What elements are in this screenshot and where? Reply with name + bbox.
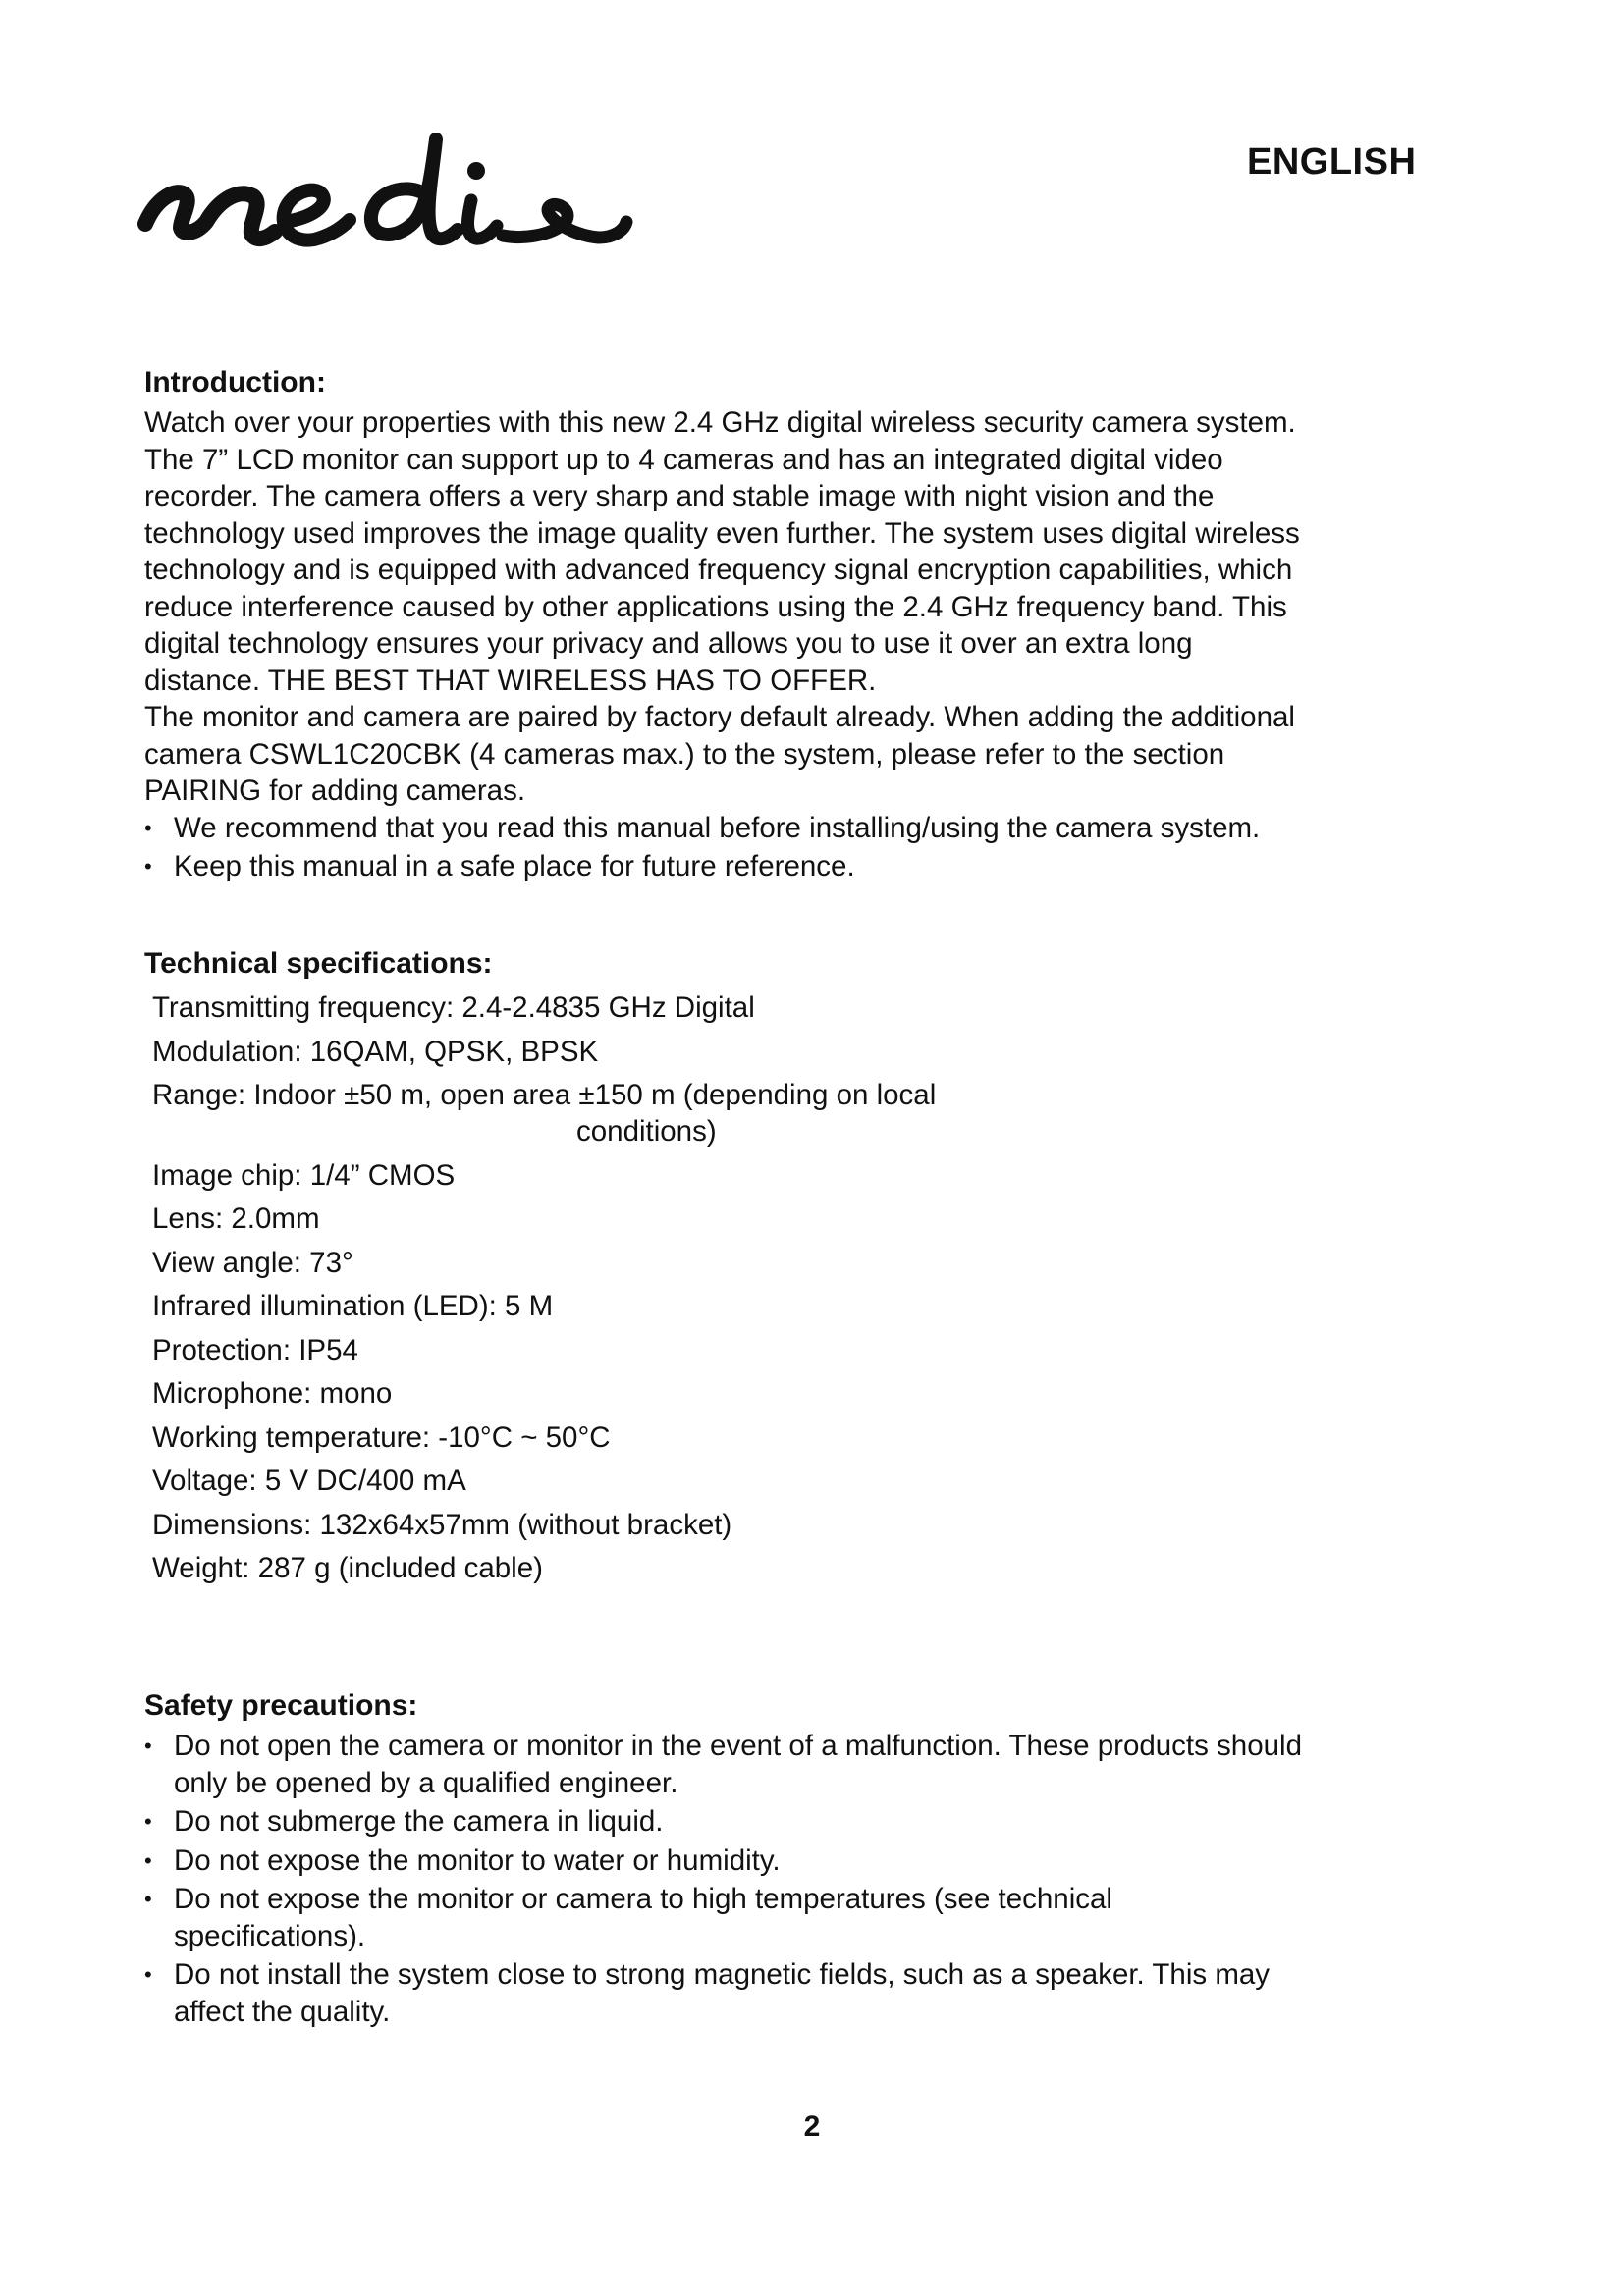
spec-item: View angle: 73°: [152, 1246, 353, 1279]
introduction-paragraph: The monitor and camera are paired by factory default already. When adding the additional camera CSWL1C20CBK (4 cameras max.) to the system, please refer to the section PAIRING for adding cameras.: [144, 701, 1295, 807]
list-item: • We recommend that you read this manual before installing/using the camera system.: [144, 810, 1303, 847]
list-item: • Do not open the camera or monitor in the event of a malfunction. These products should only be opened by a qualified engineer.: [144, 1728, 1303, 1801]
spec-item: Lens: 2.0mm: [152, 1202, 320, 1235]
list-item: • Do not expose the monitor to water or humidity.: [144, 1842, 1303, 1880]
spec-item: [152, 1077, 1303, 1149]
introduction-section: [144, 365, 1303, 887]
spec-item: Infrared illumination (LED): 5 M: [152, 1290, 554, 1322]
language-label: ENGLISH: [1247, 141, 1417, 183]
safety-precautions-section: [144, 1688, 1303, 2032]
page-number: 2: [803, 2110, 821, 2143]
nedis-logo: [137, 128, 638, 265]
spec-item: Transmitting frequency: 2.4-2.4835 GHz Digital: [152, 991, 755, 1024]
introduction-heading: Introduction:: [144, 366, 326, 399]
spec-item: Image chip: 1/4” CMOS: [152, 1158, 456, 1192]
spec-item: Protection: IP54: [152, 1333, 358, 1366]
spec-range-continuation: conditions): [576, 1115, 717, 1148]
safety-precautions-heading: Safety precautions:: [144, 1689, 418, 1722]
spec-item: Dimensions: 132x64x57mm (without bracket): [152, 1508, 732, 1541]
spec-range-text: Range: Indoor ±50 m, open area ±150 m (depending on local: [152, 1079, 937, 1111]
technical-specifications-heading: Technical specifications:: [144, 947, 493, 980]
list-item: • Keep this manual in a safe place for future reference.: [144, 848, 1303, 885]
list-item: • Do not install the system close to strong magnetic fields, such as a speaker. This may affect the quality.: [144, 1956, 1303, 2030]
list-item: • Do not submerge the camera in liquid.: [144, 1803, 1303, 1841]
introduction-paragraph: Watch over your properties with this new 2.4 GHz digital wireless security camera system. The 7” LCD monitor can support up to 4 cameras and has an integrated digital video recorder. The camera offers a very sharp and stable image with night vision and the technology used improves the image quality even further. The system uses digital wireless technology and is equipped with advanced frequency signal encryption capabilities, which reduce interference caused by other applications using the 2.4 GHz frequency band. This digital technology ensures your privacy and allows you to use it over an extra long distance. THE BEST THAT WIRELESS HAS TO OFFER.: [144, 406, 1300, 697]
specifications-list: [144, 989, 1303, 1586]
spec-item: Working temperature: -10°C ~ 50°C: [152, 1420, 611, 1454]
list-item: • Do not expose the monitor or camera to high temperatures (see technical specifications).: [144, 1881, 1303, 1954]
technical-specifications-section: [144, 946, 1303, 1594]
spec-item: Microphone: mono: [152, 1377, 393, 1410]
introduction-bullet-list: [144, 810, 1303, 885]
safety-bullet-list: [144, 1728, 1303, 2030]
spec-item: Weight: 287 g (included cable): [152, 1552, 543, 1584]
spec-item: Voltage: 5 V DC/400 mA: [152, 1465, 466, 1497]
spec-item: Modulation: 16QAM, QPSK, BPSK: [152, 1035, 599, 1068]
